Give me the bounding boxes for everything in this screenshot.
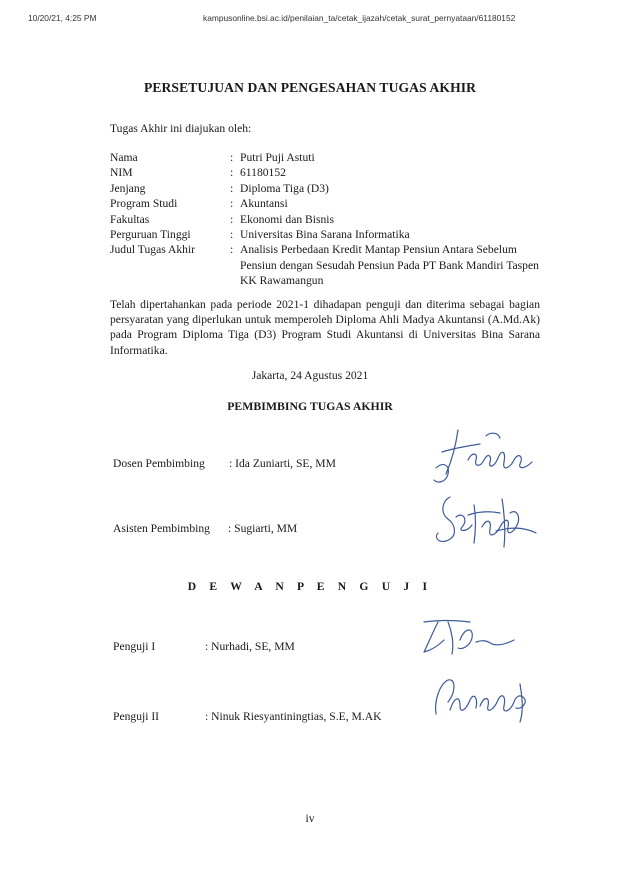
info-separator: : xyxy=(230,151,234,164)
assistant-supervisor-label: Asisten Pembimbing xyxy=(113,522,210,535)
info-value: Akuntansi xyxy=(240,197,288,211)
main-supervisor-signature xyxy=(428,422,538,492)
info-separator: : xyxy=(230,181,234,195)
info-row-thesis-title xyxy=(110,242,540,288)
info-label: Program Studi xyxy=(110,197,178,211)
main-supervisor-label: Dosen Pembimbing xyxy=(113,457,205,470)
assistant-supervisor-signature xyxy=(430,487,540,553)
approval-paragraph: Telah dipertahankan pada periode 2021-1 dihadapan penguji dan diterima sebagai bagian persyaratan yang diperlukan untuk memperoleh Diploma Ahli Madya Akuntansi (A.Md.Ak) pada Program Diploma Tiga (D3) Program Studi Akuntansi di Universitas Bina Sarana Informatika. xyxy=(110,298,540,357)
info-row-university xyxy=(110,227,540,242)
info-separator: : xyxy=(230,228,234,242)
assistant-supervisor-name: : Sugiarti, MM xyxy=(228,522,298,535)
info-row-faculty xyxy=(110,212,540,227)
intro-text: Tugas Akhir ini diajukan oleh: xyxy=(110,122,252,135)
info-value: Diploma Tiga (D3) xyxy=(240,181,329,195)
info-separator: : xyxy=(230,197,234,211)
info-row-name xyxy=(110,150,540,165)
student-info xyxy=(110,150,540,289)
info-label: NIM xyxy=(110,166,133,180)
info-separator: : xyxy=(230,243,234,257)
info-value: Analisis Perbedaan Kredit Mantap Pensiun Antara Sebelum Pensiun dengan Sesudah Pensiun Pada PT Bank Mandiri Taspen KK Rawamangun xyxy=(240,243,539,288)
info-value: Putri Puji Astuti xyxy=(240,151,315,164)
print-datetime: 10/20/21, 4:25 PM xyxy=(28,13,97,23)
first-examiner-label: Penguji I xyxy=(113,640,156,653)
main-supervisor-name: : Ida Zuniarti, SE, MM xyxy=(229,457,336,470)
place-date: Jakarta, 24 Agustus 2021 xyxy=(251,369,369,382)
info-value: 61180152 xyxy=(240,166,286,180)
info-row-nim xyxy=(110,165,540,180)
second-examiner-label: Penguji II xyxy=(113,710,160,723)
supervisors-heading: PEMBIMBING TUGAS AKHIR xyxy=(227,399,393,413)
first-examiner-signature xyxy=(418,610,518,662)
info-row-level xyxy=(110,181,540,196)
info-label: Fakultas xyxy=(110,212,150,226)
info-label: Judul Tugas Akhir xyxy=(110,243,196,257)
page-title: PERSETUJUAN DAN PENGESAHAN TUGAS AKHIR xyxy=(143,80,477,95)
page-number: iv xyxy=(305,812,315,825)
examiners-heading: D E W A N P E N G U J I xyxy=(187,580,433,593)
info-value: Universitas Bina Sarana Informatika xyxy=(240,228,410,242)
info-label: Perguruan Tinggi xyxy=(110,228,191,242)
print-url: kampusonline.bsi.ac.id/penilaian_ta/cetak_ijazah/cetak_surat_pernyataan/61180152 xyxy=(203,13,516,23)
second-examiner-signature xyxy=(426,670,536,726)
info-separator: : xyxy=(230,166,234,180)
second-examiner-name: : Ninuk Riesyantiningtias, S.E, M.AK xyxy=(205,710,382,723)
info-value: Ekonomi dan Bisnis xyxy=(240,212,335,226)
first-examiner-name: : Nurhadi, SE, MM xyxy=(205,640,295,653)
info-separator: : xyxy=(230,212,234,226)
info-label: Jenjang xyxy=(110,181,146,195)
info-label: Nama xyxy=(110,151,138,164)
info-row-program xyxy=(110,196,540,211)
